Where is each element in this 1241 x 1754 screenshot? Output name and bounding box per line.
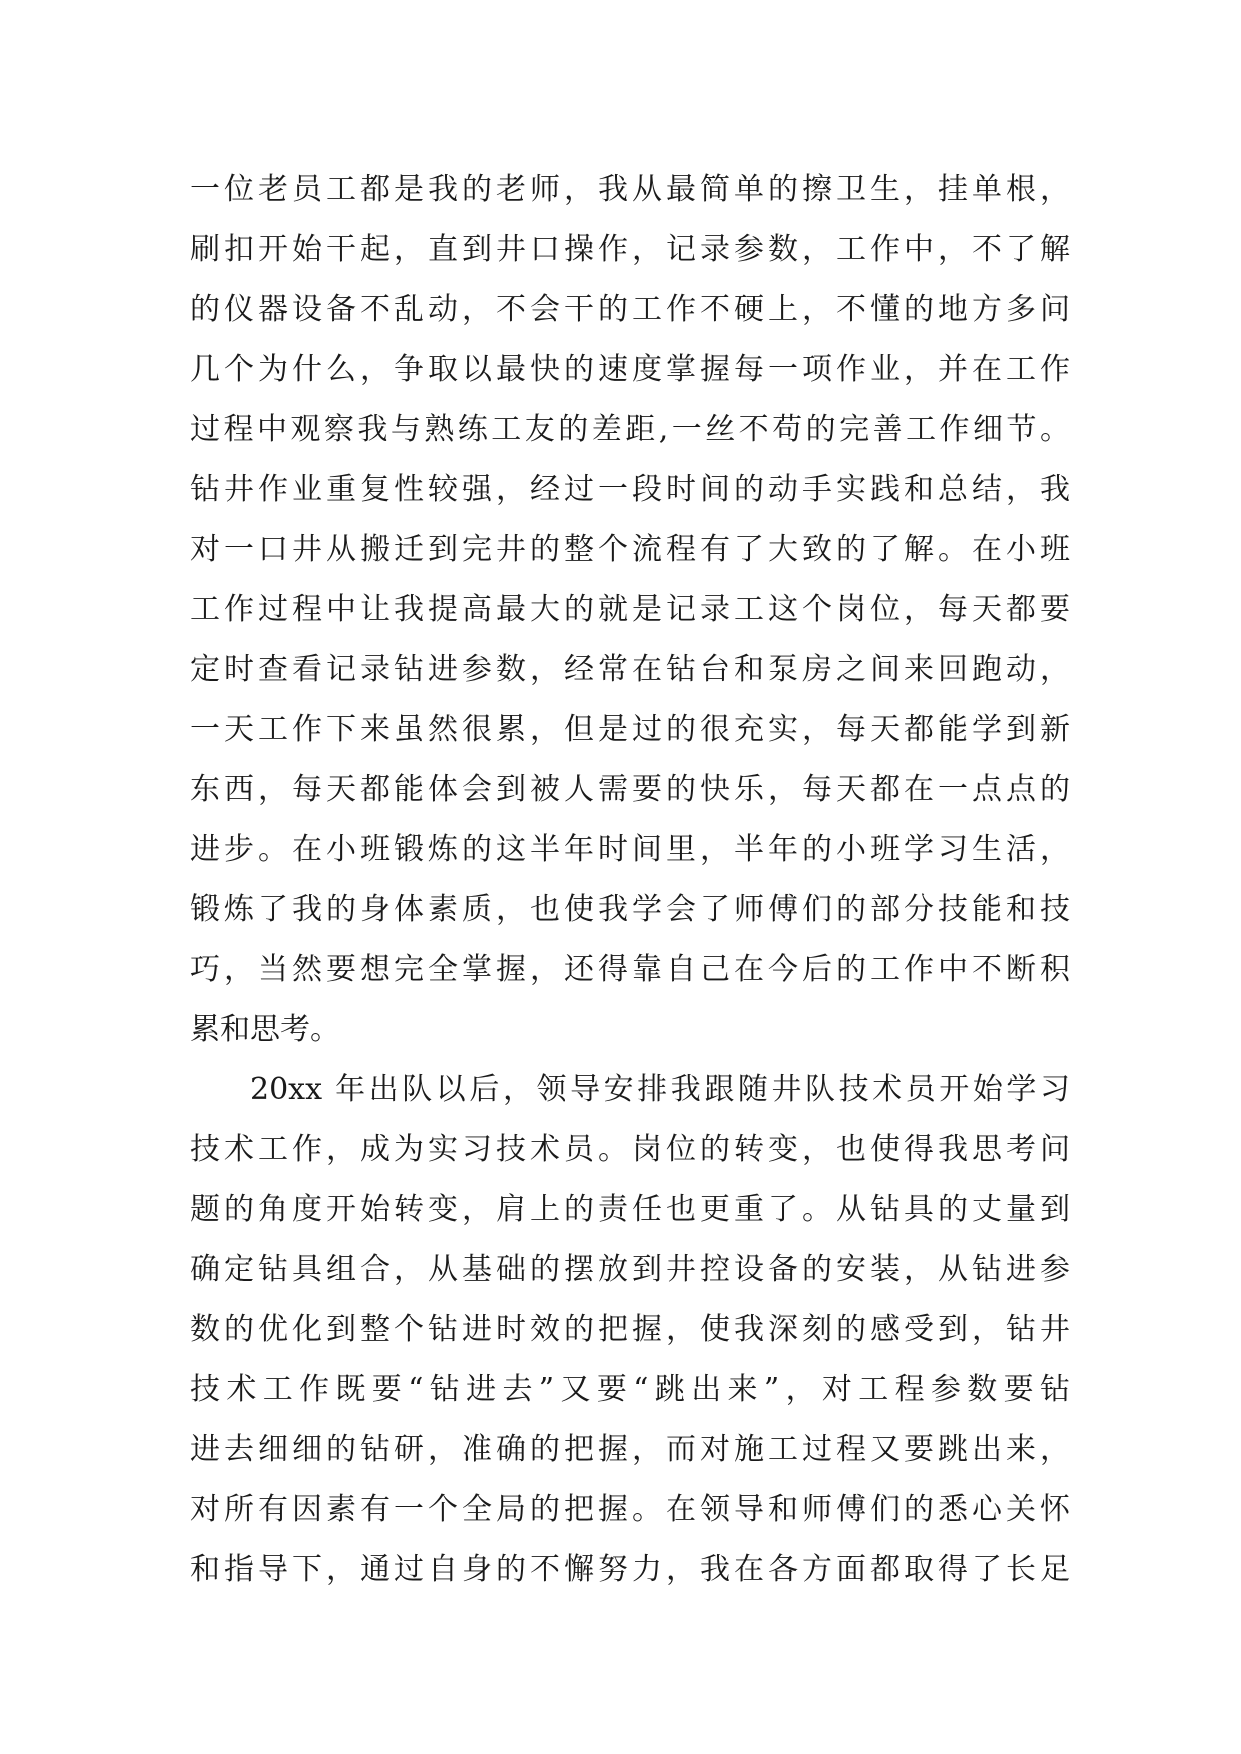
text-line: 和指导下，通过自身的不懈努力，我在各方面都取得了长足 bbox=[190, 1552, 1070, 1587]
text-line: 20xx 年出队以后，领导安排我跟随井队技术员开始学习 bbox=[250, 1072, 1070, 1107]
paragraph-1 bbox=[190, 160, 1070, 1060]
text-line: 一位老员工都是我的老师，我从最简单的擦卫生，挂单根， bbox=[190, 172, 1070, 207]
text-line: 进去细细的钻研，准确的把握，而对施工过程又要跳出来， bbox=[190, 1432, 1070, 1467]
text-line: 技术工作既要“钻进去”又要“跳出来”，对工程参数要钻 bbox=[190, 1372, 1070, 1407]
text-line: 过程中观察我与熟练工友的差距,一丝不苟的完善工作细节。 bbox=[190, 412, 1070, 447]
text-line: 对一口井从搬迁到完井的整个流程有了大致的了解。在小班 bbox=[190, 532, 1070, 567]
text-line: 累和思考。 bbox=[190, 1012, 340, 1047]
text-line: 技术工作，成为实习技术员。岗位的转变，也使得我思考问 bbox=[190, 1132, 1070, 1167]
text-line: 题的角度开始转变，肩上的责任也更重了。从钻具的丈量到 bbox=[190, 1192, 1070, 1227]
text-line: 刷扣开始干起，直到井口操作，记录参数，工作中，不了解 bbox=[190, 232, 1070, 267]
text-line: 巧，当然要想完全掌握，还得靠自己在今后的工作中不断积 bbox=[190, 952, 1070, 987]
text-line: 锻炼了我的身体素质，也使我学会了师傅们的部分技能和技 bbox=[190, 892, 1070, 927]
text-line: 工作过程中让我提高最大的就是记录工这个岗位，每天都要 bbox=[190, 592, 1070, 627]
text-line: 一天工作下来虽然很累，但是过的很充实，每天都能学到新 bbox=[190, 712, 1070, 747]
text-line: 数的优化到整个钻进时效的把握，使我深刻的感受到，钻井 bbox=[190, 1312, 1070, 1347]
text-line: 对所有因素有一个全局的把握。在领导和师傅们的悉心关怀 bbox=[190, 1492, 1070, 1527]
text-line: 定时查看记录钻进参数，经常在钻台和泵房之间来回跑动， bbox=[190, 652, 1070, 687]
text-line: 确定钻具组合，从基础的摆放到井控设备的安装，从钻进参 bbox=[190, 1252, 1070, 1287]
text-line: 钻井作业重复性较强，经过一段时间的动手实践和总结，我 bbox=[190, 472, 1070, 507]
text-line: 几个为什么，争取以最快的速度掌握每一项作业，并在工作 bbox=[190, 352, 1070, 387]
body-text bbox=[190, 160, 1070, 1600]
text-line: 的仪器设备不乱动，不会干的工作不硬上，不懂的地方多问 bbox=[190, 292, 1070, 327]
text-line: 东西，每天都能体会到被人需要的快乐，每天都在一点点的 bbox=[190, 772, 1070, 807]
text-line: 进步。在小班锻炼的这半年时间里，半年的小班学习生活， bbox=[190, 832, 1070, 867]
paragraph-2 bbox=[190, 1060, 1070, 1600]
